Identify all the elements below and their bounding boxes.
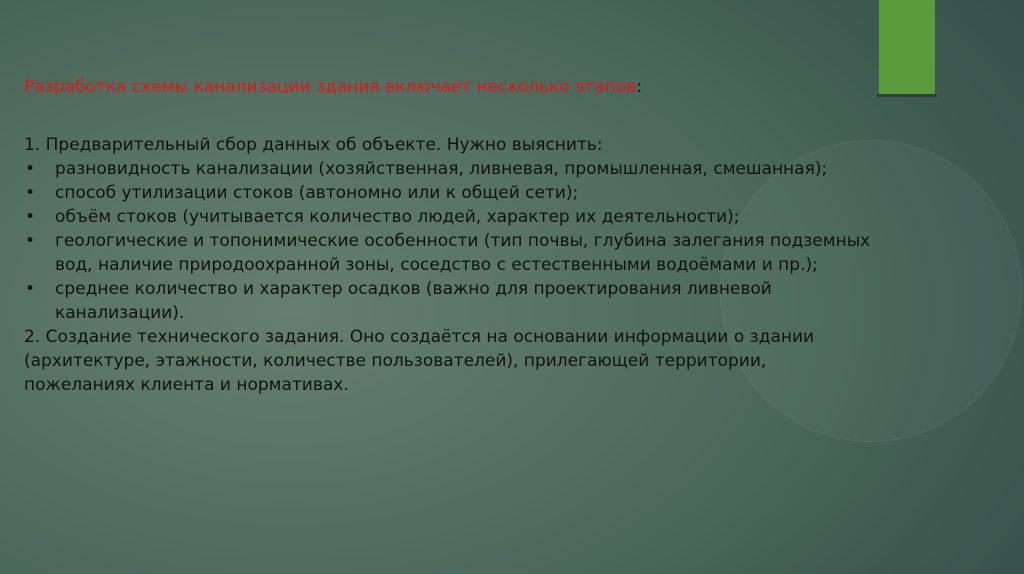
accent-underline	[877, 94, 937, 97]
step-1-heading: 1. Предварительный сбор данных об объекте. Нужно выяснить:	[24, 135, 603, 155]
step-2-text: 2. Создание технического задания. Оно создаётся на основании информации о здании (архитектуре, этажности, количестве пользователей), прилегающей территории, пожеланиях клиента и нормативах.	[24, 327, 815, 395]
list-item-text: геологические и топонимические особенности (тип почвы, глубина залегания подземных вод, наличие природоохранной зоны, соседство с естественными водоёмами и пр.);	[55, 231, 871, 275]
green-accent-bar	[879, 0, 935, 94]
bullet-icon: •	[25, 183, 36, 203]
list-item-text: разновидность канализации (хозяйственная, ливневая, промышленная, смешанная);	[55, 159, 828, 179]
list-item	[24, 205, 874, 229]
slide-title-colon: :	[636, 77, 643, 97]
requirements-list	[24, 157, 874, 325]
bullet-icon: •	[25, 231, 36, 251]
list-item	[24, 229, 874, 277]
slide-title	[24, 75, 864, 99]
list-item-text: объём стоков (учитывается количество людей, характер их деятельности);	[55, 207, 740, 227]
bullet-icon: •	[25, 279, 36, 299]
bullet-icon: •	[25, 207, 36, 227]
list-item	[24, 181, 874, 205]
slide-body	[24, 133, 874, 397]
list-item-text: способ утилизации стоков (автономно или к общей сети);	[55, 183, 579, 203]
list-item-text: среднее количество и характер осадков (важно для проектирования ливневой канализации).	[55, 279, 772, 323]
list-item	[24, 157, 874, 181]
list-item	[24, 277, 874, 325]
slide-title-text: Разработка схемы канализации здания включает несколько этапов	[24, 77, 637, 97]
bullet-icon: •	[25, 159, 36, 179]
